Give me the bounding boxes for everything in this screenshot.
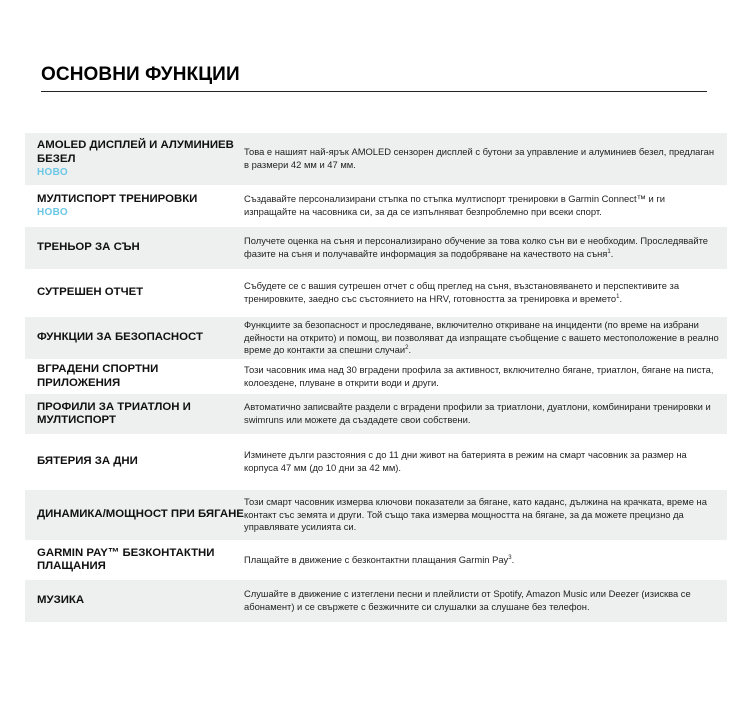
feature-name: GARMIN PAY™ БЕЗКОНТАКТНИ ПЛАЩАНИЯ [37, 546, 215, 572]
feature-description [244, 496, 727, 534]
feature-row [25, 580, 727, 622]
feature-description [244, 588, 727, 613]
feature-name-cell [25, 286, 244, 300]
feature-description-text: Слушайте в движение с изтеглени песни и плейлисти от Spotify, Amazon Music или Deezer (изисква се абонамент) и се свържете с безжичните си слушалки за слушане без телефон. [244, 588, 691, 612]
feature-name-cell [25, 363, 244, 390]
feature-name: ФУНКЦИИ ЗА БЕЗОПАСНОСТ [37, 331, 203, 344]
feature-name-cell [25, 241, 244, 255]
feature-description-text: Този часовник има над 30 вградени профила за активност, включително бягане, триатлон, бягане на писта, колоездене, плуване в открити води и други. [244, 363, 714, 388]
feature-name: ДИНАМИКА/МОЩНОСТ ПРИ БЯГАНЕ [37, 508, 244, 521]
feature-name: МУЗИКА [37, 594, 85, 607]
feature-description-text: Създавайте персонализирани стъпка по стъпка мултиспорт тренировки в Garmin Connect™ и ги изпращайте на часовника си, за да се изпълняват безпроблемно при всеки спорт. [244, 193, 666, 217]
feature-description-text: Събудете се с вашия сутрешен отчет с общ преглед на съня, възстановяването и перспективите за тренировките, заедно със състоянието на HRV, готовността за тренировка и времето [244, 280, 680, 304]
feature-row [25, 269, 727, 317]
feature-name: ВГРАДЕНИ СПОРТНИ ПРИЛОЖЕНИЯ [37, 363, 159, 389]
feature-description [244, 193, 727, 218]
new-badge: НОВО [37, 167, 68, 178]
feature-description [244, 146, 727, 171]
footnote-period: . [408, 344, 412, 356]
feature-description [244, 280, 727, 305]
feature-name: ПРОФИЛИ ЗА ТРИАТЛОН И МУЛТИСПОРТ [37, 400, 191, 426]
feature-row [25, 359, 727, 394]
feature-name: БЯТЕРИЯ ЗА ДНИ [37, 455, 138, 468]
feature-description [244, 364, 727, 389]
footnote-period: . [610, 248, 614, 259]
feature-name: МУЛТИСПОРТ ТРЕНИРОВКИ [37, 192, 198, 205]
feature-description [244, 235, 727, 260]
feature-name-cell [25, 508, 244, 522]
feature-description-text: Получете оценка на съня и персонализирано обучение за това колко сън ви е необходим. Проследявайте фазите на съня и получавайте информация за подобряване на качеството на съня [244, 235, 709, 259]
feature-row [25, 317, 727, 359]
feature-name-cell [25, 594, 244, 608]
feature-row [25, 394, 727, 434]
feature-row [25, 540, 727, 580]
feature-description-text: Изминете дълги разстояния с до 11 дни живот на батерията в режим на смарт часовник за размер на корпуса 47 мм (до 10 дни за 42 мм). [244, 449, 687, 473]
feature-name-cell [25, 401, 244, 428]
feature-name: СУТРЕШЕН ОТЧЕТ [37, 286, 144, 299]
feature-description-text: Това е нашият най-ярък AMOLED сензорен дисплей с бутони за управление и алуминиев безел, предлаган в размери 42 мм и 47 мм. [244, 146, 714, 170]
feature-description [244, 319, 727, 357]
features-table [25, 133, 727, 622]
feature-description [244, 401, 727, 426]
feature-row [25, 490, 727, 540]
feature-name: AMOLED ДИСПЛЕЙ И АЛУМИНИЕВ БЕЗЕЛ [37, 139, 234, 165]
feature-name-cell [25, 331, 244, 345]
title-divider [41, 91, 707, 92]
footnote-period: . [511, 553, 515, 565]
feature-name: ТРЕНЬОР ЗА СЪН [37, 241, 140, 254]
feature-description-text: Автоматично записвайте раздели с вградени профили за триатлони, дуатлони, комбинирани тренировки и swimruns или можете да създадете свои собствени. [244, 401, 711, 425]
footnote-period: . [619, 293, 623, 304]
feature-description-text: Този смарт часовник измерва ключови показатели за бягане, като каданс, дължина на крачката, време на контакт със земята и други. Той също така измерва мощността на бягане, за да можете прецизно да управлявате усилията си. [244, 496, 707, 533]
feature-name-cell [25, 547, 244, 574]
page-title: ОСНОВНИ ФУНКЦИИ [41, 64, 240, 85]
feature-description [244, 449, 727, 474]
feature-name-cell [25, 139, 244, 179]
footnote-marker: 2 [405, 345, 409, 352]
feature-row [25, 133, 727, 185]
footnote-marker: 1 [616, 293, 620, 300]
new-badge: НОВО [37, 207, 68, 219]
feature-name-cell [25, 193, 244, 220]
feature-description-text: Плащайте в движение с безконтактни плащания Garmin Pay [244, 553, 509, 565]
feature-description-text: Функциите за безопасност и проследяване, включително откриване на инциденти (по време на избрани дейности на открито) и помощ, ви позволяват да изпращате съобщение с вашето местоположение в реално време до контакти за спешни случаи [244, 319, 719, 356]
feature-row [25, 434, 727, 490]
footnote-marker: 3 [508, 554, 512, 561]
feature-row [25, 227, 727, 269]
feature-row [25, 185, 727, 227]
feature-name-cell [25, 455, 244, 469]
footnote-marker: 1 [607, 248, 611, 255]
feature-description [244, 554, 727, 567]
